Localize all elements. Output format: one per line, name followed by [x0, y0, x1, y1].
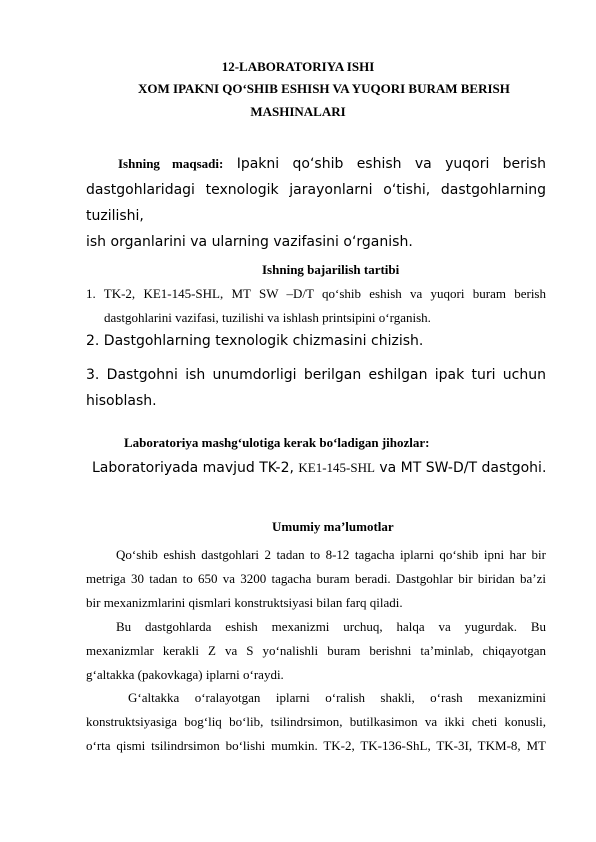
- equipment-text: [92, 460, 546, 477]
- procedure-item-1-line-1: 1. TK-2, KE1-145-SHL, MT SW –D/T qo‘shib eshish va yuqori buram berish: [86, 286, 546, 301]
- procedure-item-3-line-1: 3. Dastgohni ish unumdorligi berilgan eshilgan ipak turi uchun: [86, 367, 546, 383]
- general-p1-line-1: Qo‘shib eshish dastgohlari 2 tadan to 8-12 tagacha iplarni qo‘shib ipni har bir: [116, 547, 546, 562]
- purpose-line-1: Ipakni qo‘shib eshish va yuqori berish: [236, 156, 546, 172]
- general-p3-line-2: konstruktsiyasiga bog‘liq bo‘lib, tsilindrsimon, butilkasimon va ikki cheti konusli,: [86, 714, 546, 729]
- purpose-label: Ishning maqsadi:: [118, 156, 224, 171]
- equipment-heading: Laboratoriya mashg‘ulotiga kerak bo‘ladigan jihozlar:: [124, 435, 430, 450]
- procedure-item-1: [86, 286, 546, 302]
- general-p2-line-3: g‘altakka (pakovkaga) iplarni o‘raydi.: [86, 667, 284, 682]
- purpose-line-3: ish organlarini va ularning vazifasini o‘rganish.: [86, 234, 413, 250]
- procedure-item-3-line-2: hisoblash.: [86, 393, 157, 409]
- procedure-item-1-line-2: dastgohlarini vazifasi, tuzilishi va ishlash printsipini o‘rganish.: [104, 310, 431, 325]
- general-heading: Umumiy ma’lumotlar: [272, 519, 394, 534]
- purpose-paragraph: [86, 151, 546, 255]
- general-p1-line-3: bir mexanizmlarini qismlari konstruktsiyasi bilan farq qiladi.: [86, 595, 403, 610]
- equipment-text-a: Laboratoriyada mavjud TK-2,: [92, 460, 299, 476]
- lab-subtitle-line-2: MASHINALARI: [250, 104, 346, 119]
- equipment-text-model: KE1-145-SHL: [298, 460, 375, 475]
- lab-title: 12-LABORATORIYA ISHI: [221, 59, 375, 74]
- general-p3-line-3: o‘rta qismi tsilindrsimon bo‘lishi mumkin. TK-2, TK-136-ShL, TK-3I, TKM-8, MT: [86, 738, 546, 753]
- general-paragraph-2: [86, 615, 546, 687]
- equipment-text-c: va MT SW-D/T dastgohi.: [374, 460, 547, 476]
- procedure-item-2: 2. Dastgohlarning texnologik chizmasini chizish.: [86, 333, 424, 349]
- general-p2-line-2: mexanizmlar kerakli Z va S yo‘nalishli buram berishni ta’minlab, chiqayotgan: [86, 643, 546, 658]
- procedure-heading: Ishning bajarilish tartibi: [262, 262, 400, 277]
- lab-subtitle-line-1: XOM IPAKNI QO‘SHIB ESHISH VA YUQORI BURAM BERISH: [138, 81, 510, 96]
- procedure-item-3: [86, 362, 546, 414]
- general-p1-line-2: metriga 30 tadan to 650 va 3200 tagacha buram beradi. Dastgohlar bir biridan ba’zi: [86, 571, 546, 586]
- general-paragraph-1: [86, 543, 546, 615]
- general-p2-line-1: Bu dastgohlarda eshish mexanizmi urchuq, halqa va yugurdak. Bu: [116, 619, 546, 634]
- general-p3-line-1: G‘altakka o‘ralayotgan iplarni o‘ralish shakli, o‘rash mexanizmini: [128, 690, 546, 705]
- purpose-line-2: dastgohlaridagi texnologik jarayonlarni o‘tishi, dastgohlarning tuzilishi,: [86, 182, 546, 224]
- general-paragraph-3: [86, 686, 546, 758]
